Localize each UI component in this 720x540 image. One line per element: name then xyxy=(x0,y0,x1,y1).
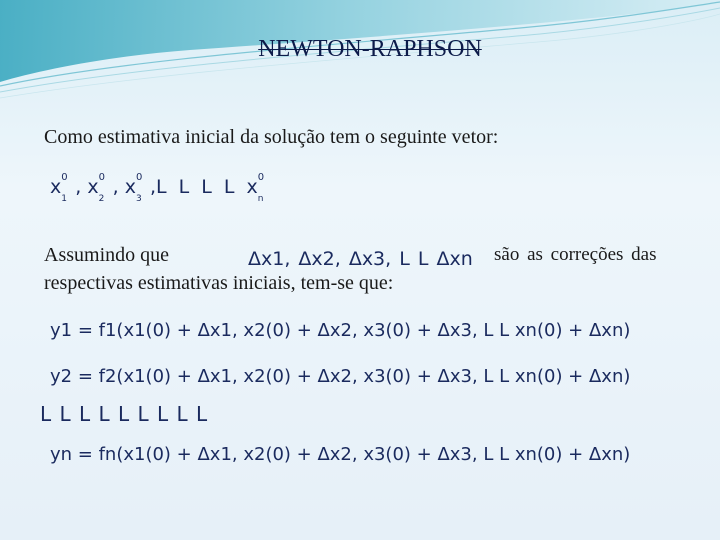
vector-ellipsis: L L L L xyxy=(155,176,235,198)
ellipsis-row: L L L L L L L L L xyxy=(40,402,208,426)
equation-yn: yn = fn(x1(0) + Δx1, x2(0) + Δx2, x3(0) + Δx3, L L xn(0) + Δxn) xyxy=(50,444,631,465)
equation-y1: y1 = f1(x1(0) + Δx1, x2(0) + Δx2, x3(0) + Δx3, L L xn(0) + Δxn) xyxy=(50,320,631,341)
vector-x2: x 0 2 xyxy=(87,172,105,204)
vector-xn: x 0 n xyxy=(246,172,265,204)
slide-title: NEWTON-RAPHSON xyxy=(258,36,482,62)
vector-x1: x 0 1 xyxy=(50,172,68,204)
assuming-prefix: Assumindo que xyxy=(44,244,169,266)
intro-text: Como estimativa inicial da solução tem o seguinte vetor: xyxy=(44,126,499,148)
vector-x3: x 0 3 xyxy=(124,172,143,204)
assuming-line-2: respectivas estimativas iniciais, tem-se que: xyxy=(44,272,394,294)
equation-y2: y2 = f2(x1(0) + Δx1, x2(0) + Δx2, x3(0) + Δx3, L L xn(0) + Δxn) xyxy=(50,366,631,387)
initial-vector: x 0 1 , x 0 2 , x 0 3 ,L L L L x 0 n xyxy=(50,176,272,198)
assuming-suffix: são as correções das xyxy=(494,244,657,265)
corrections-expression: Δx1, Δx2, Δx3, L L Δxn xyxy=(248,248,473,270)
